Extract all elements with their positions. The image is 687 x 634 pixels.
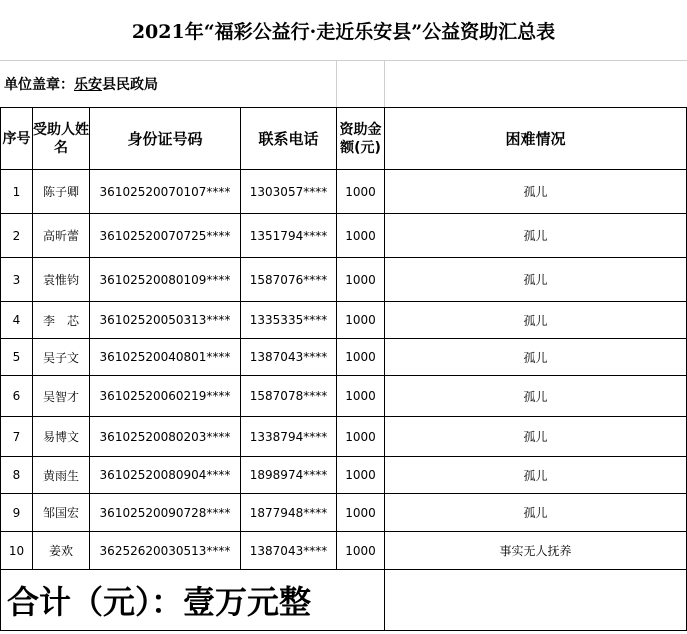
cell-situation: 孤儿 [385,457,687,494]
cell-phone: 1587076**** [241,258,337,302]
cell-seq: 8 [1,457,33,494]
table-row [1,457,687,494]
table-row [1,417,687,457]
cell-situation: 孤儿 [385,170,687,214]
cell-id: 36102520080109**** [90,258,241,302]
cell-amount: 1000 [337,532,385,570]
cell-seq: 5 [1,339,33,376]
table-row [1,494,687,532]
grid-line [336,60,337,108]
cell-id: 36102520050313**** [90,302,241,339]
cell-seq: 2 [1,214,33,258]
cell-id: 36102520070725**** [90,214,241,258]
header-amount: 资助金额(元) [337,108,385,170]
cell-id: 36102520070107**** [90,170,241,214]
cell-id: 36102520060219**** [90,376,241,417]
header-id: 身份证号码 [90,108,241,170]
cell-name: 姜欢 [33,532,90,570]
cell-phone: 1387043**** [241,532,337,570]
cell-phone: 1587078**** [241,376,337,417]
table-row [1,376,687,417]
cell-phone: 1898974**** [241,457,337,494]
cell-seq: 4 [1,302,33,339]
table-row [1,302,687,339]
page-title: 2021年“福彩公益行·走近乐安县”公益资助汇总表 [0,0,687,61]
header-phone: 联系电话 [241,108,337,170]
cell-seq: 1 [1,170,33,214]
cell-phone: 1338794**** [241,417,337,457]
table-header-row [1,108,687,170]
cell-id: 36102520040801**** [90,339,241,376]
cell-amount: 1000 [337,302,385,339]
seal-value: 乐安 [74,77,102,93]
total-row [1,570,687,631]
cell-amount: 1000 [337,417,385,457]
cell-situation: 孤儿 [385,417,687,457]
cell-situation: 事实无人抚养 [385,532,687,570]
cell-id: 36102520080904**** [90,457,241,494]
cell-situation: 孤儿 [385,376,687,417]
cell-situation: 孤儿 [385,258,687,302]
cell-phone: 1387043**** [241,339,337,376]
cell-amount: 1000 [337,339,385,376]
table-row [1,339,687,376]
cell-amount: 1000 [337,214,385,258]
table-row [1,170,687,214]
cell-id: 36102520090728**** [90,494,241,532]
aid-table [0,107,687,631]
cell-phone: 1351794**** [241,214,337,258]
cell-phone: 1335335**** [241,302,337,339]
cell-id: 36252620030513**** [90,532,241,570]
cell-name: 易博文 [33,417,90,457]
cell-seq: 9 [1,494,33,532]
cell-situation: 孤儿 [385,302,687,339]
header-seq: 序号 [1,108,33,170]
cell-id: 36102520080203**** [90,417,241,457]
cell-name: 邹国宏 [33,494,90,532]
grid-line [384,60,385,108]
total-empty-cell [385,570,687,631]
cell-name: 吴智才 [33,376,90,417]
cell-seq: 6 [1,376,33,417]
cell-name: 黄雨生 [33,457,90,494]
cell-amount: 1000 [337,170,385,214]
seal-line [4,74,158,94]
cell-name: 吴子文 [33,339,90,376]
cell-amount: 1000 [337,376,385,417]
header-situation: 困难情况 [385,108,687,170]
cell-name: 陈子卿 [33,170,90,214]
cell-situation: 孤儿 [385,214,687,258]
total-text: 合计（元）：壹万元整 [1,570,385,631]
table-row [1,214,687,258]
table-row [1,258,687,302]
cell-name: 袁惟钧 [33,258,90,302]
cell-amount: 1000 [337,457,385,494]
cell-seq: 10 [1,532,33,570]
cell-name: 李 芯 [33,302,90,339]
cell-situation: 孤儿 [385,494,687,532]
seal-label: 单位盖章： [4,77,74,93]
table-row [1,532,687,570]
cell-phone: 1303057**** [241,170,337,214]
cell-phone: 1877948**** [241,494,337,532]
cell-name: 高昕蕾 [33,214,90,258]
cell-amount: 1000 [337,494,385,532]
cell-amount: 1000 [337,258,385,302]
cell-situation: 孤儿 [385,339,687,376]
seal-suffix: 县民政局 [102,77,158,93]
header-name: 受助人姓名 [33,108,90,170]
cell-seq: 3 [1,258,33,302]
seal-row [0,60,687,108]
cell-seq: 7 [1,417,33,457]
